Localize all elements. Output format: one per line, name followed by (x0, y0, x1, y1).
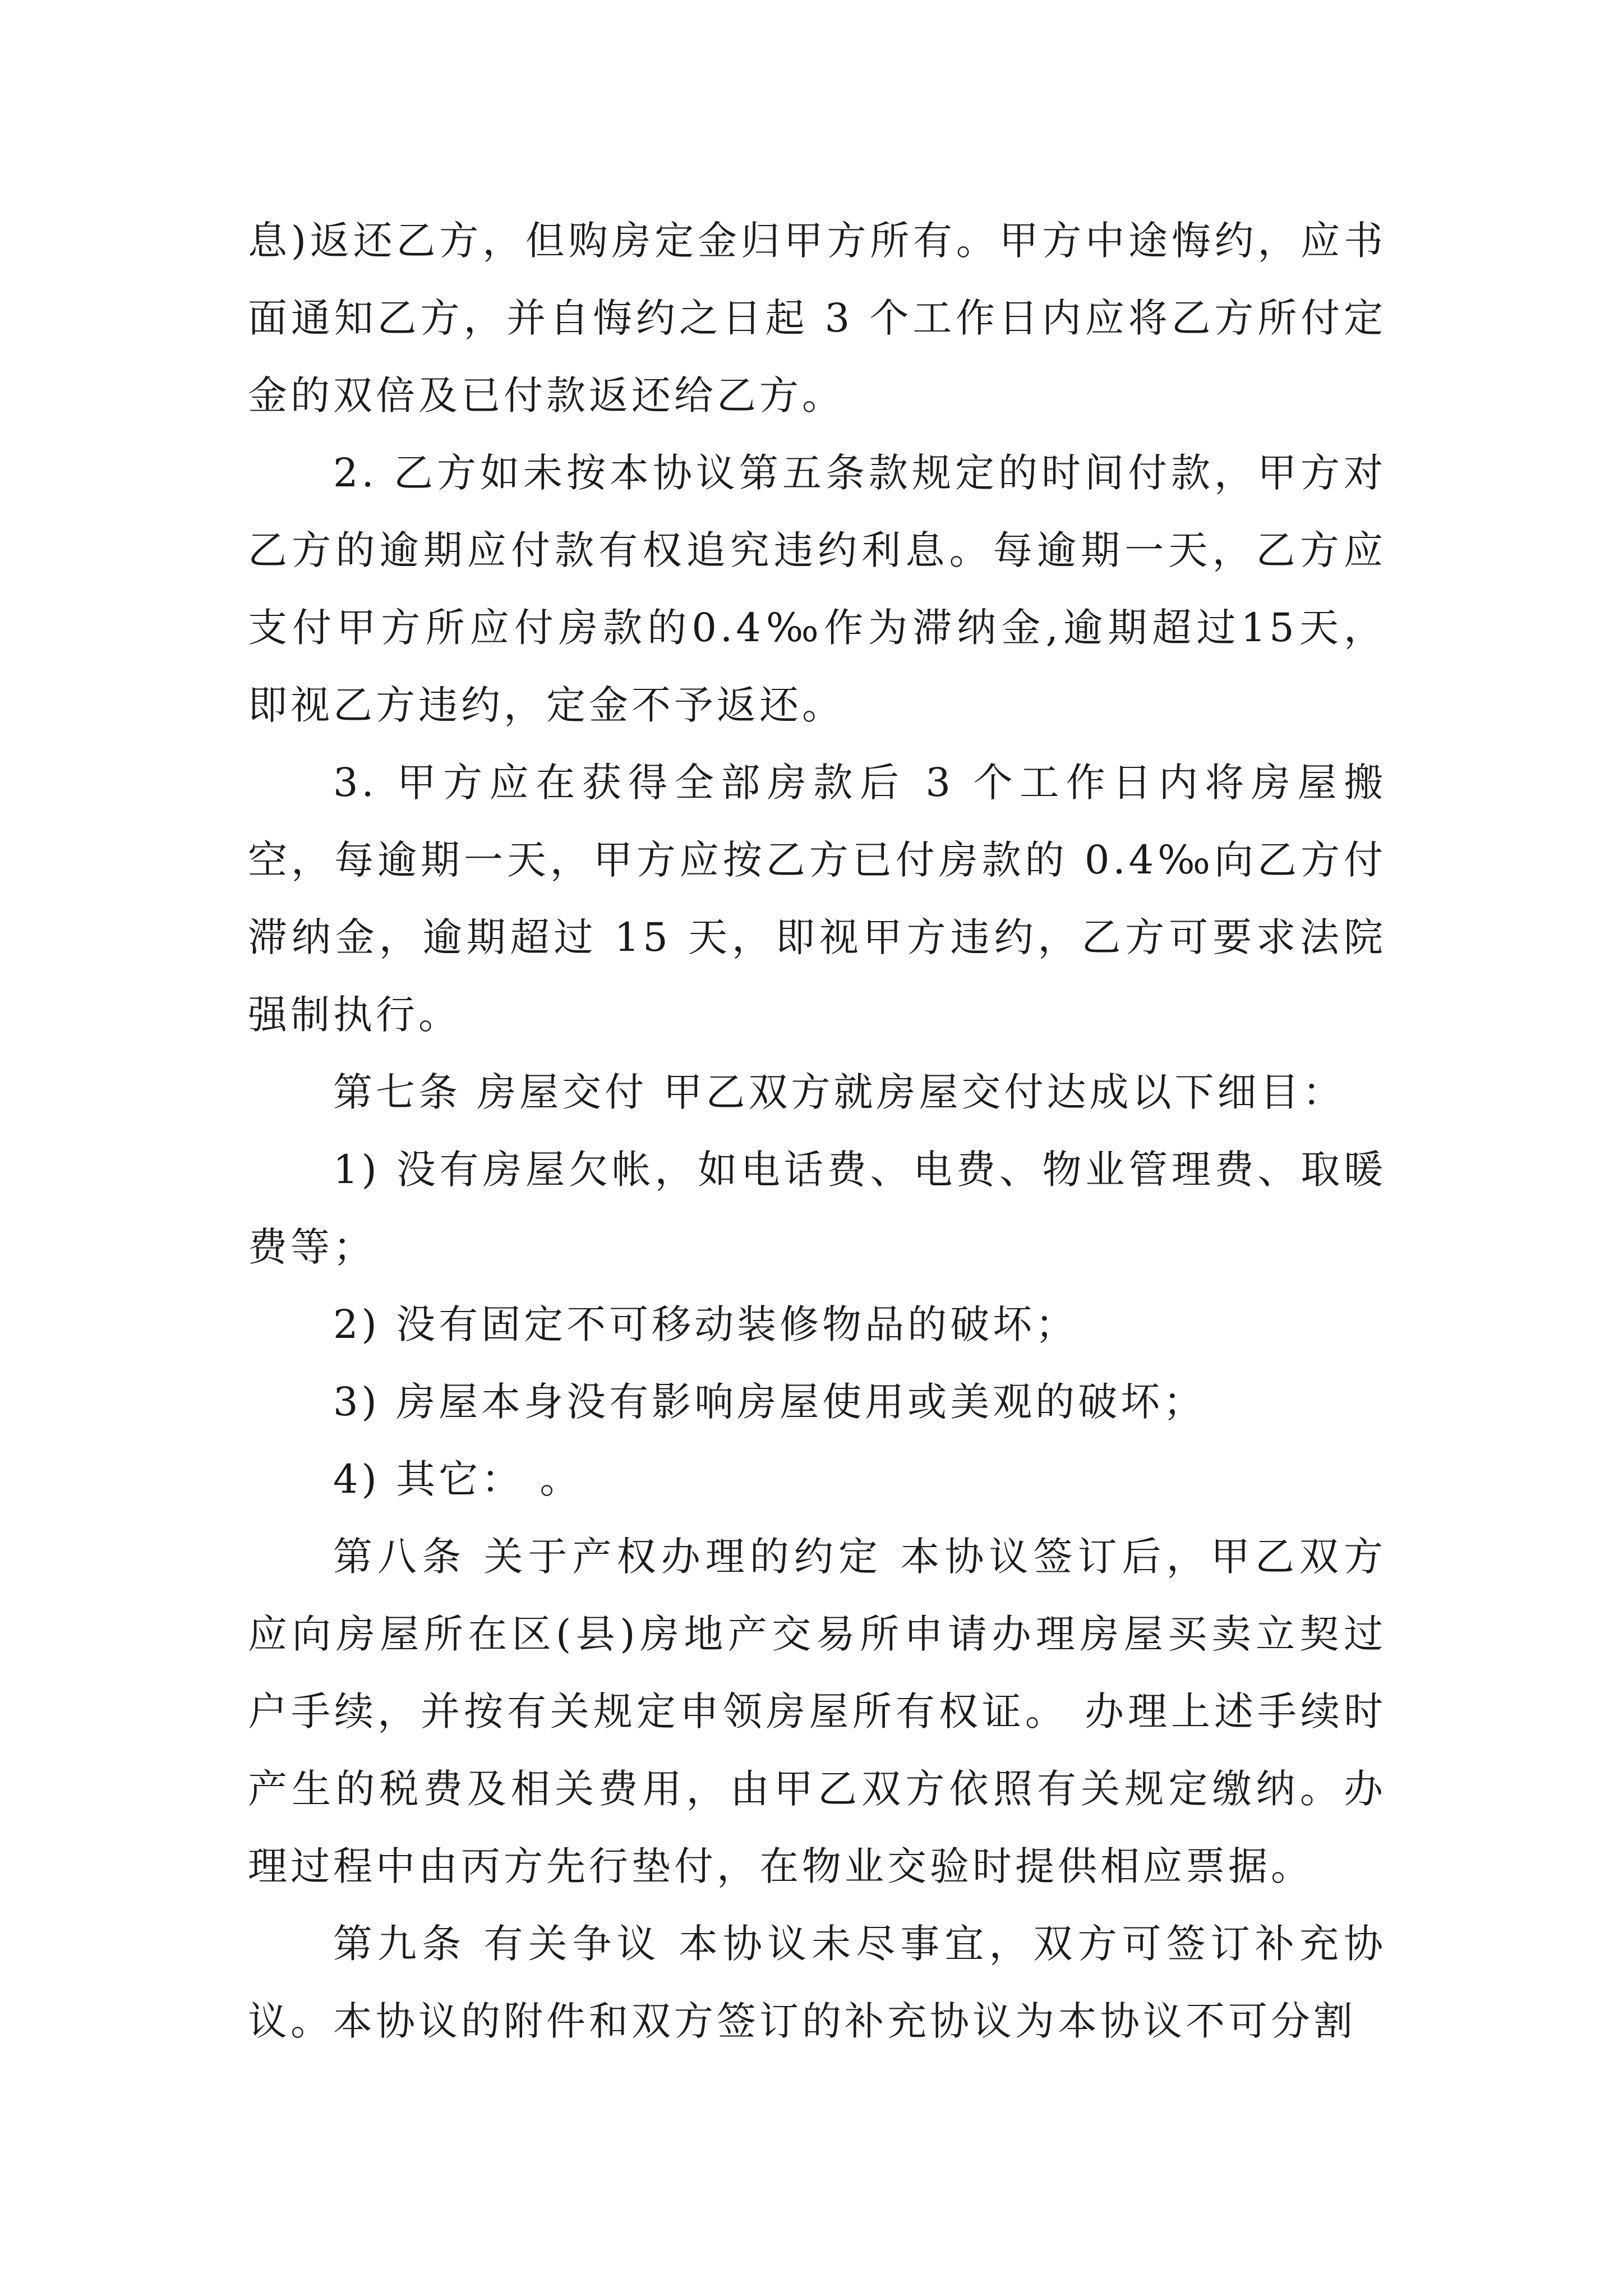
paragraph-article-8: 第八条 关于产权办理的约定 本协议签订后，甲乙双方应向房屋所在区(县)房地产交易所申请办理房屋买卖立契过户手续，并按有关规定申领房屋所有权证。 办理上述手续时产生的税费及相关费用，由甲乙双方依照有关规定缴纳。办理过程中由丙方先行垫付，在物业交验时提供相应票据。 (248, 1534, 1386, 1889)
paragraph-clause-2-late-payment: 2. 乙方如未按本协议第五条款规定的时间付款，甲方对乙方的逾期应付款有权追究违约利息。每逾期一天，乙方应支付甲方所应付房款的0.4‰作为滞纳金,逾期超过15天，即视乙方违约，定金不予返还。 (248, 450, 1386, 728)
paragraph-article-7-heading: 第七条 房屋交付 甲乙双方就房屋交付达成以下细目： (333, 1069, 1345, 1115)
document-body (248, 202, 1386, 2060)
paragraph-clause-3-vacate: 3. 甲方应在获得全部房款后 3 个工作日内将房屋搬空，每逾期一天，甲方应按乙方已付房款的 0.4‰向乙方付滞纳金，逾期超过 15 天，即视甲方违约，乙方可要求法院强制执行。 (248, 760, 1386, 1038)
paragraph-refund-clause: 息)返还乙方，但购房定金归甲方所有。甲方中途悔约，应书面通知乙方，并自悔约之日起 3 个工作日内应将乙方所付定金的双倍及已付款返还给乙方。 (248, 218, 1386, 418)
paragraph-item-4: 4) 其它： 。 (333, 1456, 583, 1502)
paragraph-item-2: 2) 没有固定不可移动装修物品的破坏； (333, 1301, 1078, 1347)
paragraph-item-3: 3) 房屋本身没有影响房屋使用或美观的破坏； (333, 1379, 1206, 1425)
paragraph-article-9: 第九条 有关争议 本协议未尽事宜，双方可签订补充协议。本协议的附件和双方签订的补充协议为本协议不可分割 (248, 1921, 1386, 2044)
paragraph-item-1: 1) 没有房屋欠帐，如电话费、电费、物业管理费、取暖费等； (248, 1147, 1386, 1270)
